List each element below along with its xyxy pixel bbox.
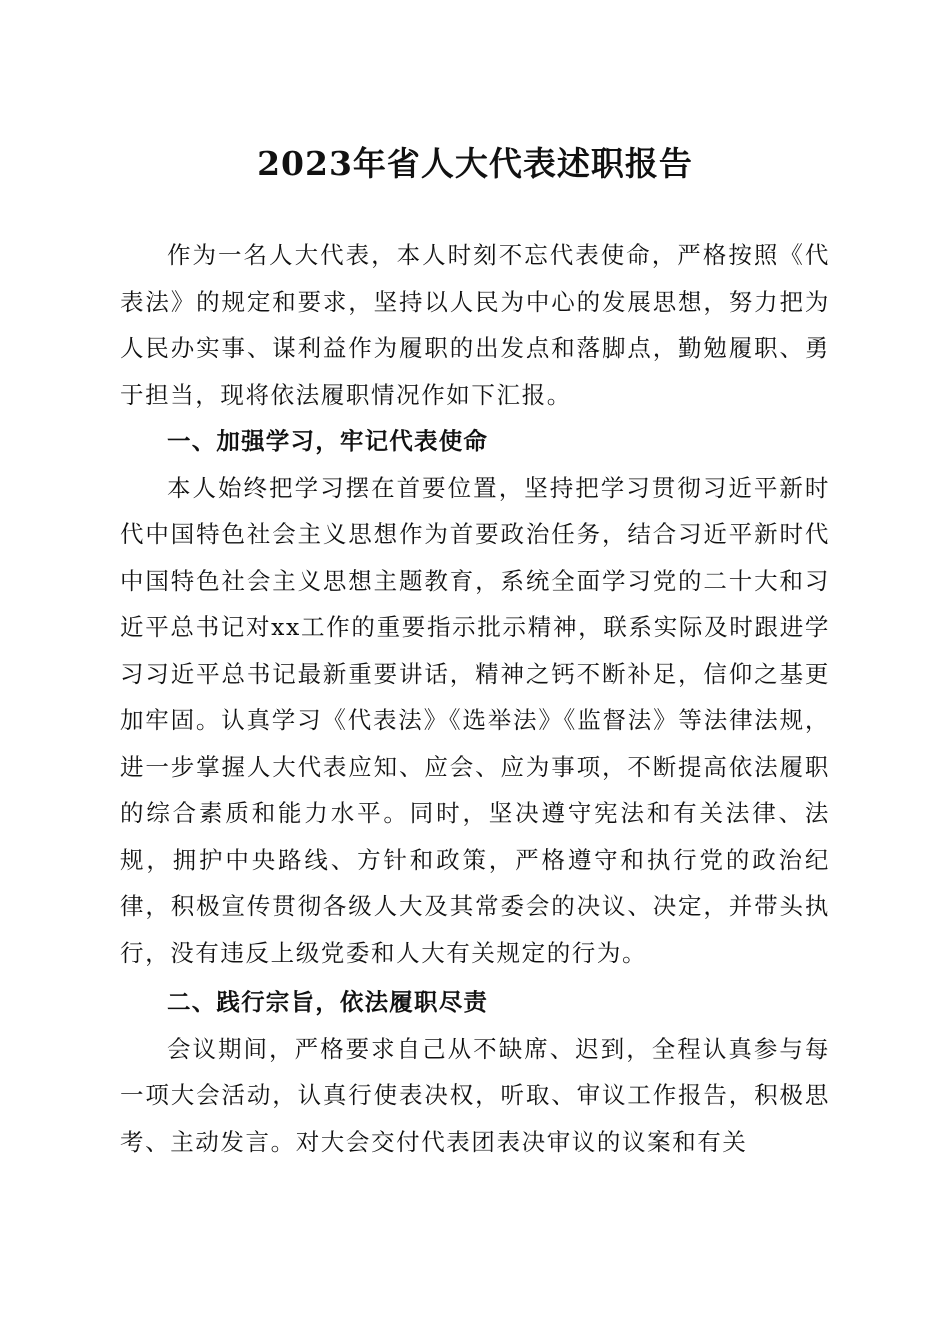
document-title: 2023年省人大代表述职报告 (257, 144, 693, 183)
section-2-paragraph: 会议期间，严格要求自己从不缺席、迟到，全程认真参与每一项大会活动，认真行使表决权，听取、审议工作报告，积极思考、主动发言。对大会交付代表团表决审议的议案和有关 (120, 1034, 830, 1156)
intro-paragraph: 作为一名人大代表，本人时刻不忘代表使命，严格按照《代表法》的规定和要求，坚持以人民为中心的发展思想，努力把为人民办实事、谋利益作为履职的出发点和落脚点，勤勉履职、勇于担当，现将依法履职情况作如下汇报。 (120, 241, 830, 409)
document-body (120, 232, 830, 1165)
section-1-heading: 一、加强学习，牢记代表使命 (167, 427, 489, 455)
section-1-paragraph: 本人始终把学习摆在首要位置，坚持把学习贯彻习近平新时代中国特色社会主义思想作为首要政治任务，结合习近平新时代中国特色社会主义思想主题教育，系统全面学习党的二十大和习近平总书记对xx工作的重要指示批示精神，联系实际及时跟进学习习近平总书记最新重要讲话，精神之钙不断补足，信仰之基更加牢固。认真学习《代表法》《选举法》《监督法》等法律法规，进一步掌握人大代表应知、应会、应为事项，不断提高依法履职的综合素质和能力水平。同时，坚决遵守宪法和有关法律、法规，拥护中央路线、方针和政策，严格遵守和执行党的政治纪律，积极宣传贯彻各级人大及其常委会的决议、决定，并带头执行，没有违反上级党委和人大有关规定的行为。 (120, 473, 830, 967)
section-2-heading: 二、践行宗旨，依法履职尽责 (167, 988, 489, 1016)
